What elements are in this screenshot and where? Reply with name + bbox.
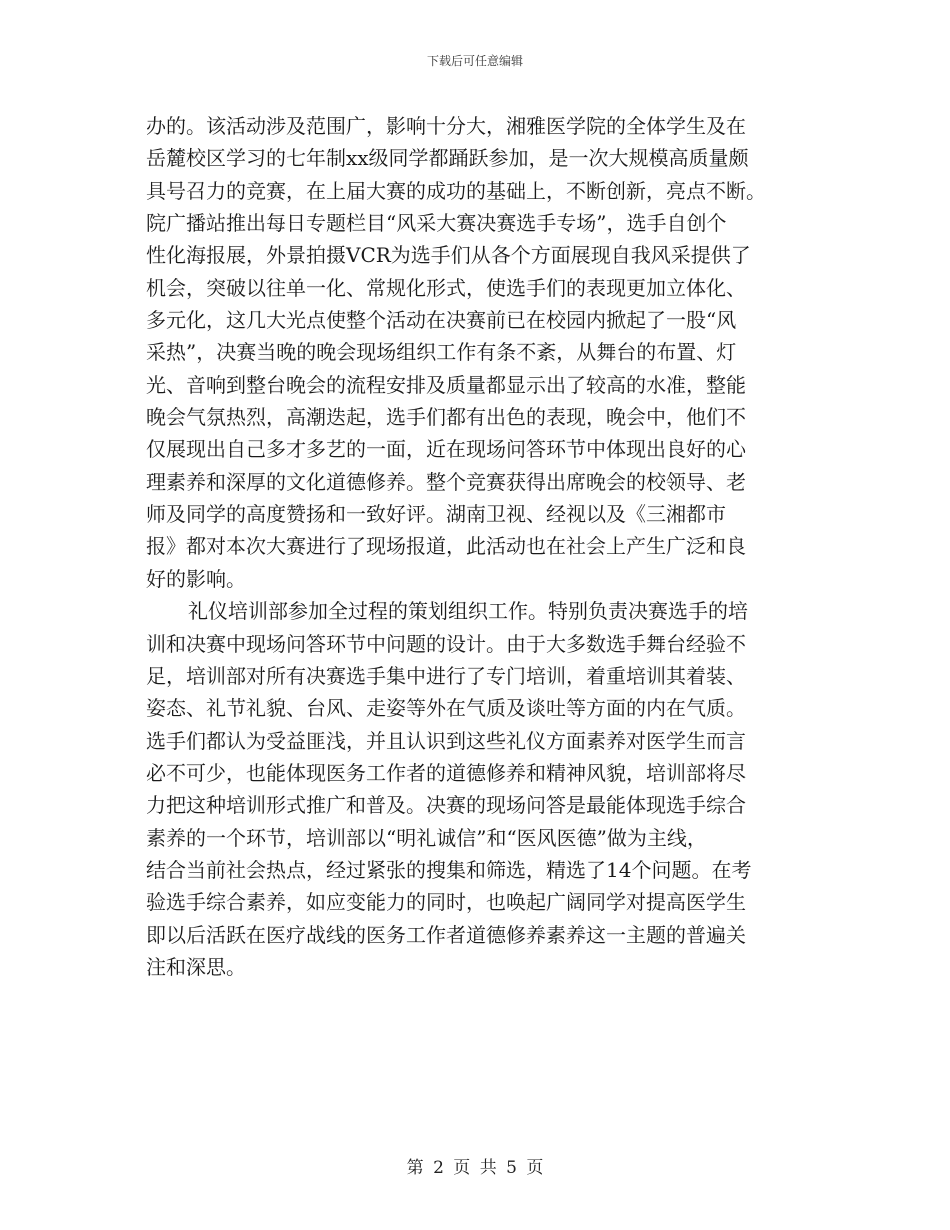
text-line: 报》都对本次大赛进行了现场报道，此活动也在社会上产生广泛和良	[146, 534, 746, 559]
page-header: 下载后可任意编辑	[426, 54, 523, 68]
text-line: 注和深思。	[146, 954, 246, 979]
text-line: 具号召力的竞赛，在上届大赛的成功的基础上，不断创新，亮点不断。	[146, 178, 766, 203]
text-line: 晚会气氛热烈，高潮迭起，选手们都有出色的表现，晚会中，他们不	[146, 405, 746, 430]
document-body	[146, 111, 806, 984]
text-line: 师及同学的高度赞扬和一致好评。湖南卫视、经视以及《三湘都市	[146, 502, 726, 527]
text-line: 机会，突破以往单一化、常规化形式，使选手们的表现更加立体化、	[146, 275, 746, 300]
text-line: 姿态、礼节礼貌、台风、走姿等外在气质及谈吐等方面的内在气质。	[146, 696, 746, 721]
text-line: 训和决赛中现场问答环节中问题的设计。由于大多数选手舞台经验不	[146, 631, 746, 656]
text-line: 好的影响。	[146, 566, 246, 591]
text-line: 礼仪培训部参加全过程的策划组织工作。特别负责决赛选手的培	[188, 599, 748, 624]
text-line: 岳麓校区学习的七年制xx级同学都踊跃参加，是一次大规模高质量颇	[146, 146, 749, 171]
paragraph-2	[146, 596, 806, 983]
text-line: 验选手综合素养，如应变能力的同时，也唤起广阔同学对提高医学生	[146, 890, 746, 915]
text-line: 力把这种培训形式推广和普及。决赛的现场问答是最能体现选手综合	[146, 793, 746, 818]
text-line: 光、音响到整台晚会的流程安排及质量都显示出了较高的水准，整能	[146, 372, 746, 397]
text-line: 办的。该活动涉及范围广，影响十分大，湘雅医学院的全体学生及在	[146, 114, 746, 138]
text-line: 选手们都认为受益匪浅，并且认识到这些礼仪方面素养对医学生而言	[146, 728, 746, 753]
text-line: 院广播站推出每日专题栏目“风采大赛决赛选手专场”，选手自创个	[146, 211, 727, 236]
text-line: 结合当前社会热点，经过紧张的搜集和筛选，精选了14个问题。在考	[146, 857, 752, 882]
text-line: 即以后活跃在医疗战线的医务工作者道德修养素养这一主题的普遍关	[146, 922, 746, 947]
paragraph-1	[146, 111, 806, 595]
text-line: 足，培训部对所有决赛选手集中进行了专门培训，着重培训其着装、	[146, 663, 746, 688]
text-line: 多元化，这几大光点使整个活动在决赛前已在校园内掀起了一股“风	[146, 308, 737, 333]
text-line: 性化海报展，外景拍摄VCR为选手们从各个方面展现自我风采提供了	[146, 243, 751, 268]
text-line: 仅展现出自己多才多艺的一面，近在现场问答环节中体现出良好的心	[146, 437, 746, 462]
page-footer: 第 2 页 共 5 页	[406, 1158, 544, 1178]
text-line: 采热”，决赛当晚的晚会现场组织工作有条不紊，从舞台的布置、灯	[146, 340, 737, 365]
text-line: 必不可少，也能体现医务工作者的道德修养和精神风貌，培训部将尽	[146, 760, 746, 785]
text-line: 理素养和深厚的文化道德修养。整个竞赛获得出席晚会的校领导、老	[146, 469, 746, 494]
text-line: 素养的一个环节，培训部以“明礼诚信”和“医风医德”做为主线，	[146, 825, 707, 850]
